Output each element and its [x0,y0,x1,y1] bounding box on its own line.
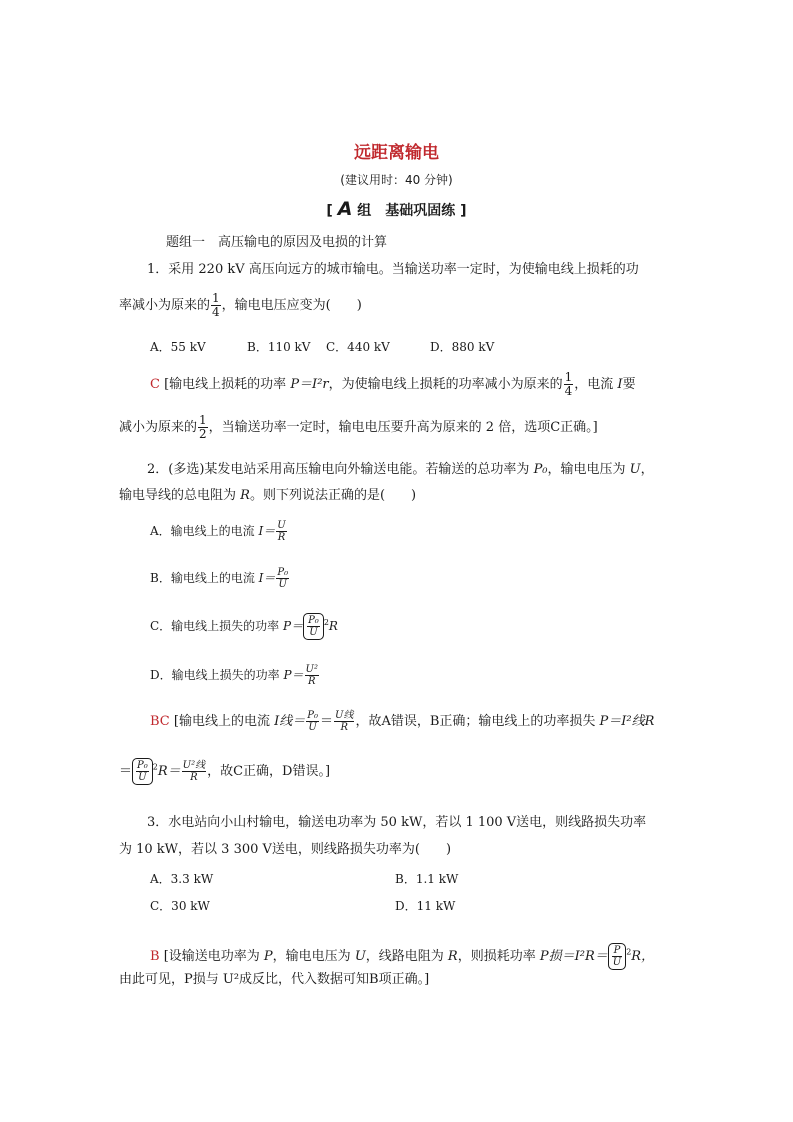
q1-explanation-line2 [119,414,598,441]
q1-explanation-line1 [150,371,636,398]
q2-expl2-frac2-den: R [190,772,198,783]
page-title: 远距离输电 [354,143,439,163]
q2-optd-num: U² [305,664,318,675]
q3-stem-line1: 3．水电站向小山村输电，输送电功率为 50 kW，若以 1 100 V送电，则线路损失功率 [147,815,647,830]
q1-option-c: C．440 kV [326,340,390,354]
q3-expl-text3: ，线路电阻为 [365,949,448,964]
q1-expl-formula: P＝I²r [290,377,329,392]
q2-optb-num: P₀ [277,567,289,578]
q3-expl-text4: ，则损耗功率 [457,949,540,964]
q2-answer: BC [150,714,170,729]
group-header [0,198,793,220]
q2-stem-line1 [147,461,654,479]
q3-expl-end: R， [631,949,655,964]
q2-expl2-eq: ＝ [119,764,133,779]
q3-option-d: D．11 kW [395,899,456,913]
q1-answer: C [150,377,160,392]
q2-optb-fraction [276,567,289,590]
q3-answer: B [150,949,160,964]
group-bracket-open: [ [326,203,333,219]
q2-optd-text: D．输电线上损失的功率 [150,668,284,682]
q1-text-end: ，输电电压应变为( ) [221,298,362,313]
q2-optc-text: C．输电线上损失的功率 [150,619,283,633]
q2-opta-fraction [276,520,286,543]
q2-opta-num: U [277,520,286,531]
q2-optc-paren [303,613,324,640]
q2-optc-num: P₀ [308,615,319,626]
q1-expl-text3: ，电流 [574,377,618,392]
q2-expl-fraction2 [334,710,354,733]
q3-option-c: C．30 kW [150,899,210,913]
q2-explanation-line1 [150,710,654,733]
group-bracket-close: ] [460,203,467,219]
q2-option-b [150,567,290,590]
q2-expl-text: [输电线上的电流 [173,714,275,729]
q3-expl-r: R [447,949,458,964]
q2-text: 2．(多选)某发电站采用高压输电向外输送电能。若输送的总功率为 [147,462,534,477]
q1-expl-text: [输电线上损耗的功率 [164,377,291,392]
q3-expl-num: P [613,945,621,956]
q2-expl-eq: ＝ [320,714,334,729]
q1-stem-line2 [119,292,362,319]
q2-expl-text2: ，故A错误，B正确；输电线上的功率损失 [355,714,600,729]
q2-u: U [629,462,641,477]
q1-expl2-frac-num: 1 [199,413,207,427]
q1-expl-frac-den: 4 [564,384,573,398]
q2-expl2-exp: 2 [152,762,158,772]
suggested-time: (建议用时：40 分钟) [340,173,453,187]
q3-expl-paren [608,943,626,970]
q3-option-a: A．3.3 kW [150,872,214,886]
q1-frac-num: 1 [212,291,220,305]
q3-stem-line2: 为 10 kW，若以 3 300 V送电，则线路损失功率为( ) [119,842,452,857]
q3-expl-p: P [263,949,273,964]
q2-expl2-r: R＝ [157,764,181,779]
q2-expl2-num: P₀ [137,760,148,771]
q2-expl-current: I线＝ [274,714,306,729]
group-badge: A [337,198,353,220]
q3-expl-formula: P损＝I²R＝ [539,949,608,964]
q1-expl-text4: 要 [622,377,636,392]
q2-optd-den: R [307,676,316,687]
topic-heading: 题组一 高压输电的原因及电损的计算 [166,235,388,250]
q2-text3: ， [640,462,654,477]
q3-expl-text: [设输送电功率为 [163,949,264,964]
q2-option-a [150,520,288,543]
q3-expl-fraction [612,945,622,968]
q3-explanation-line2: 由此可见，P损与 U²成反比，代入数据可知B项正确。] [119,972,430,987]
q1-text: 率减小为原来的 [119,298,211,313]
q2-expl2-den: U [138,772,147,783]
q2-r: R [240,488,250,503]
q2-expl2-fraction [136,760,149,783]
q2-opta-lhs: I＝ [258,524,276,538]
q1-option-d: D．880 kV [430,340,495,354]
q1-option-a: A．55 kV [150,340,206,354]
q2-expl2-fraction2 [182,760,206,783]
group-label: 组 基础巩固练 [357,203,456,219]
q2-p0: P₀ [533,462,548,477]
q1-expl-frac-num: 1 [564,370,573,384]
q2-option-c [150,613,338,640]
q1-expl2-fraction [198,414,208,441]
q2-optc-den: U [309,627,318,638]
q1-fraction [211,292,221,319]
q3-expl-exp: 2 [626,947,632,957]
q2-optd-lhs: P＝ [283,668,304,682]
q3-expl-u: U [354,949,366,964]
q2-text5: 。则下列说法正确的是( ) [249,488,417,503]
q2-opta-den: R [277,532,286,543]
q2-stem-line2 [119,487,416,505]
q2-optc-fraction [307,615,320,638]
q2-optc-r: R [328,619,338,633]
q2-expl-fraction1 [306,710,319,733]
q2-text2: ，输电电压为 [547,462,630,477]
q1-expl2-text: 减小为原来的 [119,420,198,435]
q1-expl-text2: ，为使输电线上损耗的功率减小为原来的 [328,377,563,392]
q1-frac-den: 4 [212,305,220,319]
q2-expl2-text: ，故C正确，D错误。] [207,764,331,779]
q2-optb-den: U [278,579,287,590]
q2-expl2-paren [132,758,153,785]
q2-expl-power: P＝I²线R [599,714,655,729]
q2-opta-text: A．输电线上的电流 [150,524,259,538]
q2-explanation-line2 [119,758,330,785]
q1-option-b: B．110 kV [247,340,311,354]
q2-expl-frac2-num: U线 [335,710,354,721]
q2-option-d [150,664,320,687]
q3-expl-den: U [612,957,622,968]
q3-option-b: B．1.1 kW [395,872,459,886]
q3-expl-text2: ，输电电压为 [272,949,355,964]
q2-expl-frac1-num: P₀ [307,710,318,721]
q1-expl2-frac-den: 2 [199,427,207,441]
q2-optc-lhs: P＝ [283,619,304,633]
q2-expl2-frac2-num: U²线 [182,760,206,771]
q2-text4: 输电导线的总电阻为 [119,488,241,503]
q3-explanation-line1 [150,943,654,970]
q1-expl2-text2: ，当输送功率一定时，输电电压要升高为原来的 2 倍，选项C正确。] [208,420,598,435]
q2-optc-exp: 2 [323,618,329,627]
q1-stem-line1: 1．采用 220 kV 高压向远方的城市输电。当输送功率一定时，为使输电线上损耗的功 [147,262,639,277]
q2-optb-lhs: I＝ [258,571,276,585]
q2-optd-fraction [305,664,319,687]
q1-expl-fraction [564,371,574,398]
q2-optb-text: B．输电线上的电流 [150,571,259,585]
q2-expl-frac1-den: U [308,722,317,733]
q2-expl-frac2-den: R [340,722,348,733]
q1-expl-current: I [617,377,623,392]
